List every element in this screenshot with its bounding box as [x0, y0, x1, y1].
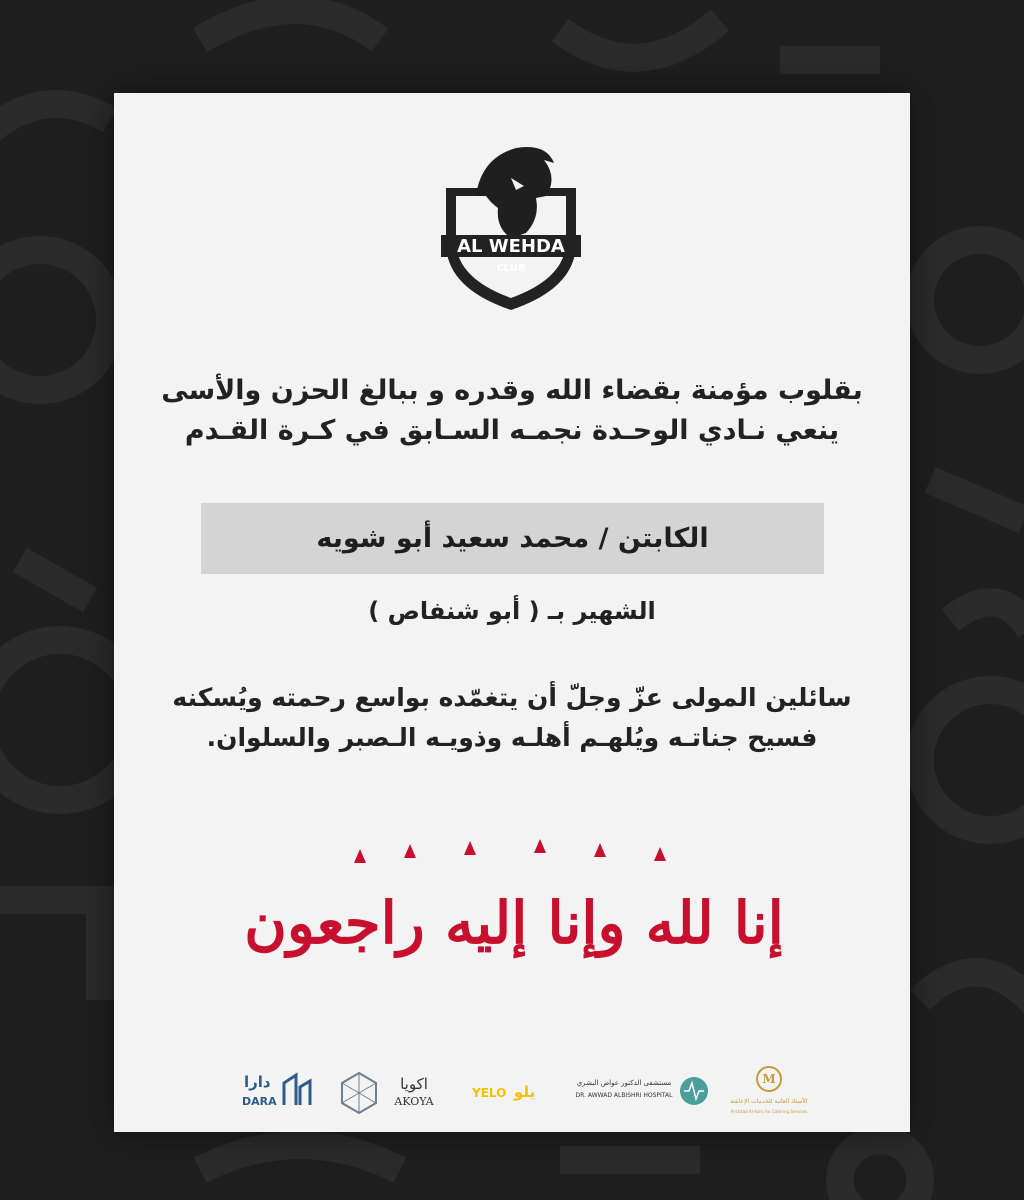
logo-text: AL WEHDA	[457, 236, 565, 257]
svg-text:الأستاذ العامة للخدمات الإعاشة: الأستاذ العامة للخدمات الإعاشة	[730, 1098, 808, 1105]
svg-text:Al-Ustad Al-Aam For Catering S: Al-Ustad Al-Aam For Catering Services	[730, 1109, 808, 1114]
deceased-name: الكابتن / محمد سعيد أبو شويه	[201, 503, 824, 574]
calligraphy-text: إنا لله وإنا إليه راجعون	[244, 889, 784, 957]
svg-text:DR. AWWAD ALBISHRI HOSPITAL: DR. AWWAD ALBISHRI HOSPITAL	[575, 1092, 673, 1099]
nickname: الشهير بـ ( أبو شنفاص )	[368, 597, 656, 625]
announcement-line-1: بقلوب مؤمنة بقضاء الله وقدره و ببالغ الحزن والأسى	[161, 375, 863, 406]
announcement-line-2: ينعي نـادي الوحـدة نجمـه السـابق في كـرة القـدم	[184, 415, 840, 446]
svg-text:يلو: يلو	[514, 1083, 536, 1101]
svg-text:AKOYA: AKOYA	[394, 1095, 434, 1108]
hospital-logo	[576, 1077, 708, 1105]
yelo-logo	[471, 1083, 535, 1101]
akoya-logo	[342, 1073, 435, 1113]
svg-text:دارا: دارا	[244, 1073, 271, 1091]
condolence-card	[114, 93, 910, 1132]
prayer-line-1: سائلين المولى عزّ وجلّ أن يتغمّده بواسع رحمته ويُسكنه	[172, 683, 852, 712]
catering-logo	[730, 1067, 807, 1114]
logo-subtext: CLUB	[496, 263, 526, 274]
sponsor-logos	[224, 1061, 824, 1121]
svg-text:YELO: YELO	[472, 1086, 507, 1100]
svg-text:M: M	[762, 1072, 776, 1086]
svg-text:DARA: DARA	[242, 1095, 277, 1108]
svg-text:مستشفى الدكتور عواض البشري: مستشفى الدكتور عواض البشري	[576, 1079, 672, 1087]
announcement	[154, 371, 870, 451]
dara-logo	[242, 1073, 310, 1108]
calligraphy-verse	[234, 813, 794, 993]
prayer	[154, 678, 870, 758]
prayer-line-2: فسيح جناتـه ويُلهـم أهلـه وذويـه الـصبر والسلوان.	[206, 723, 818, 752]
svg-text:اكويا: اكويا	[400, 1075, 428, 1093]
club-logo	[436, 138, 586, 313]
